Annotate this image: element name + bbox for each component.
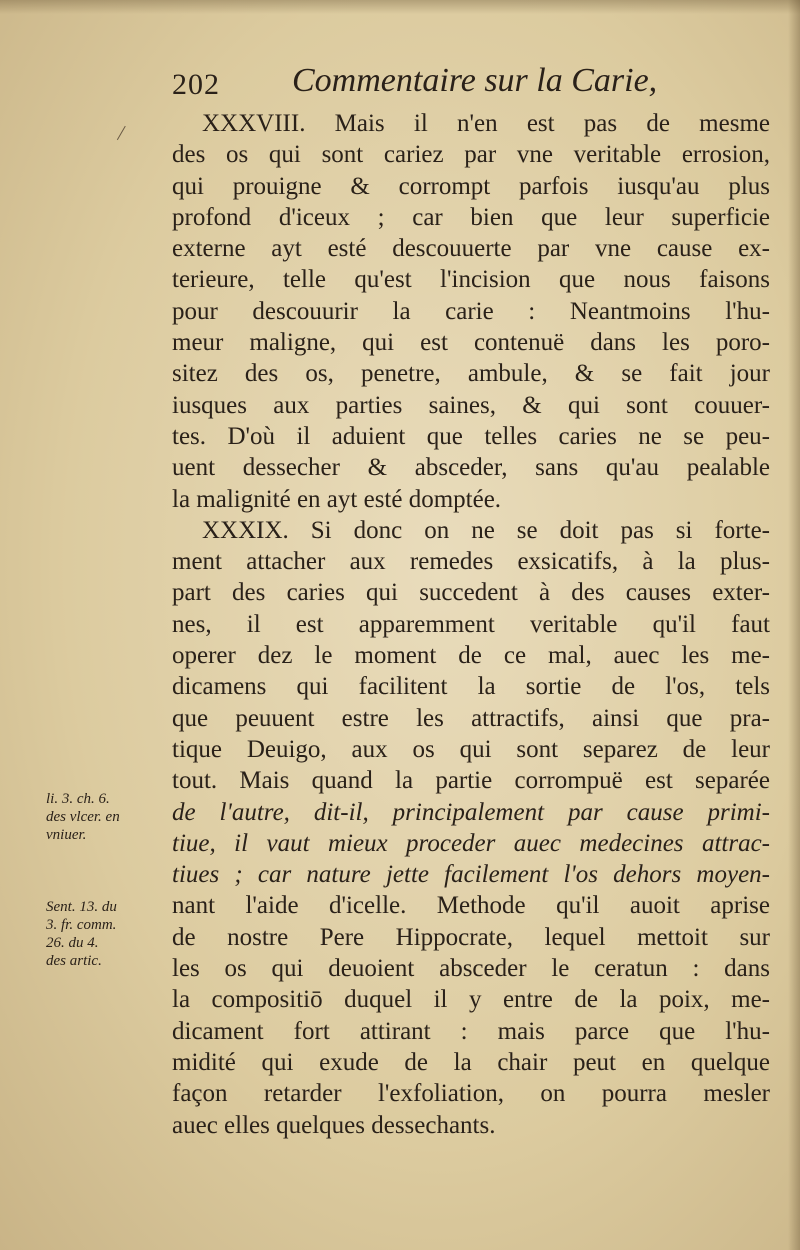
text-line: dicament fort attirant : mais parce que l'hu- <box>172 1017 770 1045</box>
margin-note-line: 3. fr. comm. <box>46 917 117 933</box>
text-line: meur maligne, qui est contenuë dans les poro- <box>172 329 770 357</box>
margin-note-line: des vlcer. en <box>46 809 120 825</box>
text-line: tique Deuigo, aux os qui sont separez de leur <box>172 735 770 763</box>
pencil-mark <box>117 126 136 146</box>
text-line: façon retarder l'exfoliation, on pourra mesler <box>172 1080 770 1108</box>
text-line: de nostre Pere Hippocrate, lequel mettoit sur <box>172 923 770 951</box>
running-title: Commentaire sur la Carie, <box>292 62 658 99</box>
text-line: terieure, telle qu'est l'incision que nous faisons <box>172 266 770 294</box>
text-line: dicamens qui facilitent la sortie de l'os, tels <box>172 673 770 701</box>
page-header <box>172 60 772 100</box>
margin-notes <box>46 790 166 990</box>
text-line: ment attacher aux remedes exsicatifs, à la plus- <box>172 548 770 576</box>
text-line: profond d'iceux ; car bien que leur superficie <box>172 203 770 231</box>
text-line: midité qui exude de la chair peut en quelque <box>172 1048 770 1076</box>
text-line: nant l'aide d'icelle. Methode qu'il auoit aprise <box>172 892 770 920</box>
margin-note-line: vniuer. <box>46 827 87 843</box>
text-line: auec elles quelques dessechants. <box>172 1111 496 1139</box>
text-line: pour descouurir la carie : Neantmoins l'hu- <box>172 297 770 325</box>
text-line: operer dez le moment de ce mal, auec les me- <box>172 642 770 670</box>
text-line: XXXIX. Si donc on ne se doit pas si forte- <box>202 516 770 544</box>
text-line: uent dessecher & absceder, sans qu'au pealable <box>172 454 770 482</box>
page-number: 202 <box>172 68 220 101</box>
text-line: externe ayt esté descouuerte par vne cause ex- <box>172 235 770 263</box>
text-line: part des caries qui succedent à des causes exter- <box>172 579 770 607</box>
text-line: des os qui sont cariez par vne veritable errosion, <box>172 141 770 169</box>
text-line: la malignité en ayt esté domptée. <box>172 485 502 513</box>
text-line: XXXVIII. Mais il n'en est pas de mesme <box>202 110 770 137</box>
margin-note-line: des artic. <box>46 953 102 969</box>
text-line: la compositiō duquel il y entre de la poix, me- <box>172 986 770 1014</box>
text-line: nes, il est apparemment veritable qu'il faut <box>172 610 770 638</box>
margin-note-line: 26. du 4. <box>46 935 99 951</box>
text-line: qui prouigne & corrompt parfois iusqu'au plus <box>172 172 770 200</box>
text-line: tes. D'où il aduient que telles caries ne se peu- <box>172 422 770 450</box>
margin-note-line: Sent. 13. du <box>46 899 117 915</box>
text-line: tiues ; car nature jette facilement l'os dehors moyen- <box>172 861 770 889</box>
text-line: les os qui deuoient absceder le ceratun : dans <box>172 955 770 983</box>
page-top-shadow <box>0 0 800 14</box>
margin-note-devigo <box>46 790 166 844</box>
text-line: que peuuent estre les attractifs, ainsi que pra- <box>172 704 770 732</box>
text-line: iusques aux parties saines, & qui sont couuer- <box>172 391 770 419</box>
text-line: sitez des os, penetre, ambule, & se fait jour <box>172 360 770 388</box>
text-line: tout. Mais quand la partie corrompuë est separée <box>172 767 770 795</box>
margin-note-hippocrate <box>46 898 166 970</box>
margin-note-line: li. 3. ch. 6. <box>46 791 110 807</box>
text-line: de l'autre, dit-il, principalement par cause primi- <box>172 798 770 826</box>
body-text <box>172 108 770 1141</box>
text-line: tiue, il vaut mieux proceder auec medecines attrac- <box>172 829 770 857</box>
page-edge-shadow <box>788 0 800 1250</box>
